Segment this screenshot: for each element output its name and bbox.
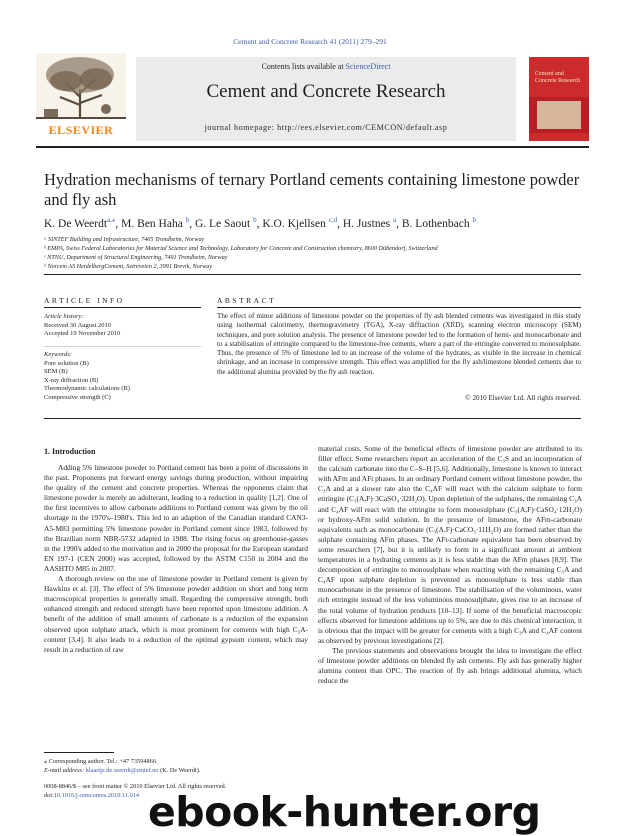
keyword-item: Compressive strength (C): [44, 393, 111, 401]
email-label: E-mail address:: [44, 766, 86, 774]
introduction-heading: 1. Introduction: [44, 447, 96, 456]
history-label: Article history:: [44, 313, 84, 320]
doi-label: doi:: [44, 791, 54, 799]
journal-masthead: [36, 53, 589, 143]
corresponding-author-footnote: [44, 758, 308, 775]
keywords-list: [44, 351, 201, 403]
keyword-item: Thermodynamic calculations (B): [44, 385, 130, 393]
keywords-rule: [44, 346, 201, 347]
journal-homepage[interactable]: journal homepage: http://ees.elsevier.com/CEMCON/default.asp: [204, 123, 448, 132]
email-line: [44, 767, 308, 776]
keyword-item: SEM (B): [44, 368, 68, 376]
author-affiliation-mark[interactable]: b: [253, 216, 257, 224]
author-affiliation-mark[interactable]: a,⁎: [107, 216, 116, 224]
keyword-item: X-ray diffraction (B): [44, 376, 99, 384]
left-column: [44, 463, 308, 655]
abstract-rule: [217, 307, 581, 308]
article-history: [44, 313, 201, 339]
affiliation-item: ᵃ SINTEF Building and Infrastructure, 7465 Trondheim, Norway: [44, 236, 205, 243]
section-divider: [44, 418, 581, 419]
author-name[interactable]: K. De Weerdt: [44, 217, 108, 230]
author-list: K. De Weerdt$^{a,⁎}$, M. Ben Haha $^b$, G. Le Saout $^b$, K.O. Kjellsen $^{c,d}$, H. Justnes $^a$, B. Lothenbach $^b$: [44, 216, 476, 230]
sciencedirect-link[interactable]: ScienceDirect: [345, 62, 391, 71]
author-name[interactable]: G. Le Saout: [194, 217, 251, 230]
author-name[interactable]: B. Lothenbach: [401, 217, 470, 230]
abstract-heading: ABSTRACT: [217, 296, 277, 305]
affiliation-item: ᵇ EMPA, Swiss Federal Laboratories for Material Science and Technology, Laboratory for Concrete and Construction chemistry, 8600 Dübendorf, Switzerland: [44, 245, 438, 252]
author-affiliation-mark[interactable]: b: [185, 216, 190, 224]
author-affiliation-mark[interactable]: b: [472, 216, 476, 224]
email-link[interactable]: klaartje.de.weerdt@sintef.no: [85, 766, 159, 774]
keywords-label: Keywords:: [44, 351, 72, 358]
copyright-notice: © 2010 Elsevier Ltd. All rights reserved.: [465, 394, 581, 402]
journal-citation[interactable]: Cement and Concrete Research 41 (2011) 279–291: [233, 37, 387, 46]
article-info-heading: ARTICLE INFO: [44, 296, 125, 305]
author-name[interactable]: K.O. Kjellsen: [262, 217, 326, 230]
affiliation-item: ᵈ Norcem AS HeidelbergCement, Setreveien 2, 3991 Brevik, Norway: [44, 263, 213, 270]
contents-prefix: Contents lists available at: [261, 62, 346, 71]
masthead-rule: [36, 146, 589, 148]
contents-line: [136, 62, 516, 71]
affiliation-item: ᶜ NTNU, Department of Structural Engineering, 7491 Trondheim, Norway: [44, 254, 228, 261]
corresponding-author: ⁎ Corresponding author. Tel.: +47 73594866.: [44, 758, 158, 765]
email-suffix: (K. De Weerdt).: [158, 766, 201, 774]
info-rule: [44, 307, 201, 308]
journal-cover-thumbnail[interactable]: [529, 57, 589, 141]
author-affiliation-mark[interactable]: a: [393, 216, 397, 224]
journal-header-box: [136, 57, 516, 141]
author-affiliation-mark[interactable]: c,d: [328, 216, 338, 224]
cover-image: [537, 101, 581, 129]
accepted-date: Accepted 19 November 2010: [44, 330, 121, 338]
watermark: ebook-hunter.org: [148, 788, 541, 836]
cover-title: Cement and Concrete Research: [535, 71, 581, 84]
issn-line: 0008-8846/$ – see front matter © 2010 Elsevier Ltd. All rights reserved.: [44, 783, 227, 790]
publisher-wordmark: ELSEVIER: [48, 123, 114, 137]
abstract-body: The effect of minor additions of limestone powder on the properties of fly ash blended cements was investigated in this study using isothermal calorimetry, thermogravimetry (TGA), X-ray diffraction (XRD), scanning electron microscopy (SEM) techniques, and pore solution analysis. The presence of limestone powder led to the formation of hemi- and monocarbonate and to a stabilisation of ettringite compared to the limestone-free cements, where a part of the ettringite converted to monosulphate. Thus, the presence of 5% of limestone led to an increase of the volume of the hydrates, as visible in the increase in chemical shrinkage, and an increase in compressive strength. This effect was amplified for the fly ash/limestone blended cements due to the additional alumina provided by the fly ash reaction.: [217, 312, 581, 376]
article-title: Hydration mechanisms of ternary Portland cements containing limestone powder and fly ash: [44, 170, 580, 209]
body-paragraph: material costs. Some of the beneficial effects of limestone powder are attributed to its filler effect. Some researchers report an acceleration of the C₃S and an incorporation of the calcium carbonate into the C–S–H [5,6]. Additionally, limestone is known to interact with AFm and AFt phases. In an ordinary Portland cement without limestone powder, the C₃A and at a slower rate also the C₄AF will react with the calcium sulphate to form ettringite (C₃(A,F)·3CaSO₄·32H₂O). Upon depletion of the sulphates, the remaining C₃A and C₄AF will react with the ettringite to form monosulphate (C₃(A,F)·CaSO₄·12H₂O) or hydroxy-AFm solid solution. In the presence of limestone, the AFm-carbonate equivalents such as monocarbonate (C₃(A,F)·CaCO₃·11H₂O) are formed rather than the sulphate containing AFm phases. The AFt-carbonate equivalent has been observed by some researchers [7], but it is unlikely to form in a significant amount at ambient temperatures in a hydrating cements as it is less stable than the AFm phases [8,9]. The decomposition of ettringite to monosulphate when reacting with the remaining C₃A and C₄AF upon sulphate depletion is prevented as monosulphate is less stable than monocarbonate in the presence of limestone. The stabilisation of the voluminous, water rich ettringite instead of the less voluminous monosulphate, gives rise to an increase of the total volume of hydration products [10–13]. If some of the beneficial macroscopic effects observed for limestone additions up to 5%, are due to this chemical interaction, it is obvious that the impact will be greater for cements with a high C₃A and C₄AF content as observed by previous investigations [2].: [318, 444, 582, 645]
author-name[interactable]: M. Ben Haha: [121, 217, 183, 230]
journal-title: Cement and Concrete Research: [206, 81, 446, 102]
section-divider: [44, 274, 581, 275]
body-paragraph: Adding 5% limestone powder to Portland cement has been a point of discussions in the past. Proponents put forward energy savings during production, without impairing the quality of the cement and concrete properties. Whereas the opponents claim that limestone powder is merely an adulterant, leading to a reduction in quality [1,2]. One of the first incentives to allow carbonate additions to Portland cement was given by the oil shortage in the 1970's–1980's. This led to an adaption of the Canadian standard CAN3-A5-M83 permitting 5% limestone powder in Portland cement since 1983, followed by the Brazilian norm NBR-5732 adapted in 1988. The rising focus on greenhouse-gasses in the 1990's added to the motivation and in 2000 the proposal for the European standard EN 197-1 (CEN 2000) was accepted, followed by the ASTM C150 in 2004 and the AASHTO M85 in 2007.: [44, 463, 308, 573]
author-name[interactable]: H. Justnes: [342, 217, 391, 230]
footnote-rule: [44, 752, 114, 753]
keyword-item: Pore solution (B): [44, 359, 89, 367]
doi-link[interactable]: 10.1016/j.cemconres.2010.11.014: [53, 791, 140, 799]
affiliation-list: [44, 235, 584, 271]
body-paragraph: A thorough review on the use of limestone powder in Portland cement is given by Hawkins et al. [3]. The effect of 5% limestone powder addition on short and long term macroscopical properties is generally small. Regarding the compressive strength, both enhanced strength and reduced strength have been reported upon limestone addition. A benefit of the addition of small amounts of carbonate is a reduction of the expansion observed upon sulphate attack, which is most prominent for cements with high C₃A-content [3,4]. It also leads to a reduction of the optimal gypsum content, which may result in a reduction of raw: [44, 574, 308, 654]
body-paragraph: The previous statements and observations brought the idea to investigate the effect of limestone powder additions on blended fly ash cements. Fly ash has generally higher alumina content than OPC. The reaction of fly ash brings additional alumina, which reduce the: [318, 645, 582, 686]
received-date: Received 30 August 2010: [44, 321, 111, 329]
right-column: [318, 444, 582, 686]
